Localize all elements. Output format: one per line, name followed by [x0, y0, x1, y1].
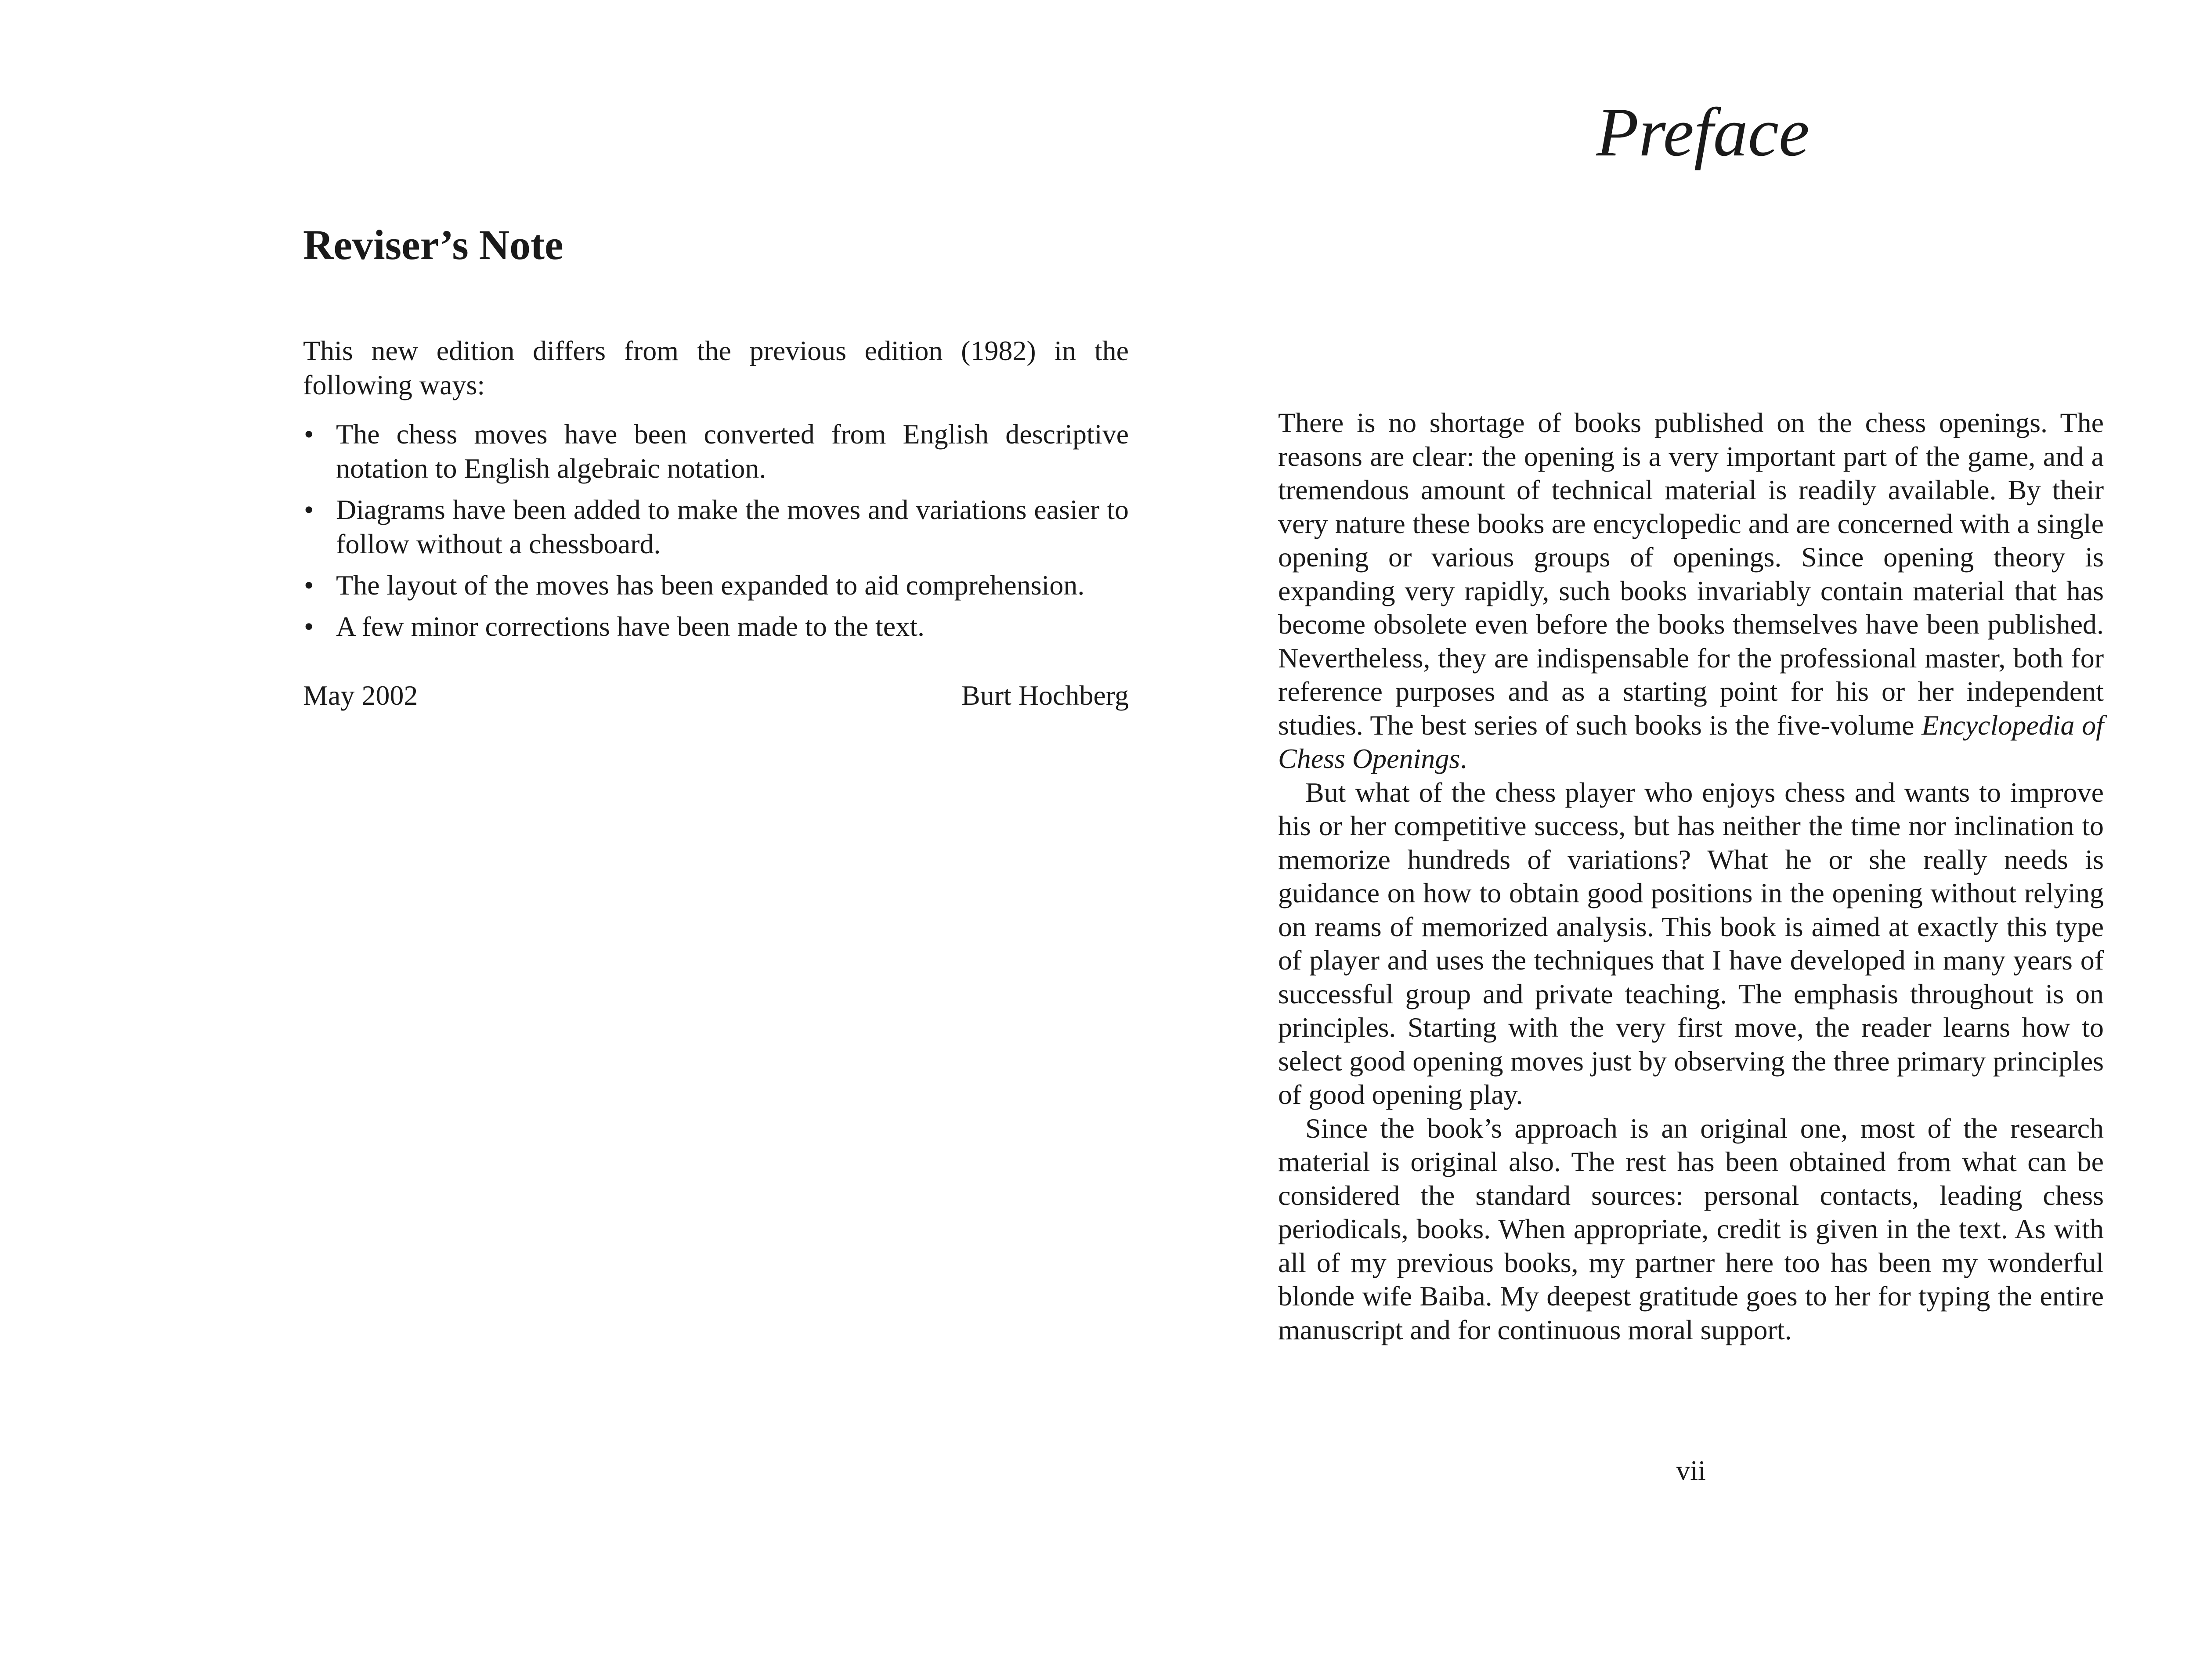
note-author: Burt Hochberg	[961, 680, 1129, 711]
preface-body	[1278, 406, 2104, 1347]
list-item-text: The chess moves have been converted from English descriptive notation to English algebraic notation.	[336, 418, 1129, 484]
list-item-text: The layout of the moves has been expanded to aid comprehension.	[336, 570, 1085, 601]
preface-paragraph-1-end: .	[1460, 743, 1467, 774]
book-title-reference: Encyclopedia of Chess Openings	[1278, 709, 2104, 774]
bullet-icon: •	[304, 570, 314, 601]
preface-title: Preface	[1596, 94, 1810, 171]
list-item-text: A few minor corrections have been made to the text.	[336, 611, 925, 642]
list-item	[303, 493, 1129, 561]
left-page	[303, 0, 1129, 1680]
list-item	[303, 609, 1129, 644]
page-number: vii	[1676, 1455, 1706, 1486]
bullet-icon: •	[304, 611, 314, 642]
right-page	[1278, 0, 2104, 1680]
list-item	[303, 417, 1129, 486]
revisers-note-intro: This new edition differs from the previous edition (1982) in the following ways:	[303, 335, 1129, 400]
preface-paragraph-1	[1278, 406, 2104, 776]
list-item	[303, 568, 1129, 602]
preface-paragraph-1-text: There is no shortage of books published on the chess openings. The reasons are clear: the opening is a very important part of the game, and a tremendous amount of technical material is readily available. By their very nature these books are encyclopedic and are concerned with a single opening or various groups of openings. Since opening theory is expanding very rapidly, such books invariably contain material that has become obsolete even before the books themselves have been published. Nevertheless, they are indispensable for the professional master, both for reference purposes and as a starting point for his or her independent studies. The best series of such books is the five-volume	[1278, 407, 2104, 741]
list-item-text: Diagrams have been added to make the moves and variations easier to follow without a chessboard.	[336, 494, 1129, 559]
revisers-note-title: Reviser’s Note	[303, 221, 563, 268]
revisers-note-list	[303, 417, 1129, 651]
bullet-icon: •	[304, 494, 314, 525]
bullet-icon: •	[304, 418, 314, 450]
note-date: May 2002	[303, 680, 418, 711]
preface-paragraph-3: Since the book’s approach is an original one, most of the research material is original also. The rest has been obtained from what can be considered the standard sources: personal contacts, leading chess periodicals, books. When appropriate, credit is given in the text. As with all of my previous books, my partner here too has been my wonderful blonde wife Baiba. My deepest gratitude goes to her for typing the entire manuscript and for continuous moral support.	[1278, 1112, 2104, 1345]
preface-paragraph-2: But what of the chess player who enjoys chess and wants to improve his or her competitive success, but has neither the time nor inclination to memorize hundreds of variations? What he or she really needs is guidance on how to obtain good positions in the opening without relying on reams of memorized analysis. This book is aimed at exactly this type of player and uses the techniques that I have developed in many years of successful group and private teaching. The emphasis throughout is on principles. Starting with the very first move, the reader learns how to select good opening moves just by observing the three primary principles of good opening play.	[1278, 776, 2104, 1110]
